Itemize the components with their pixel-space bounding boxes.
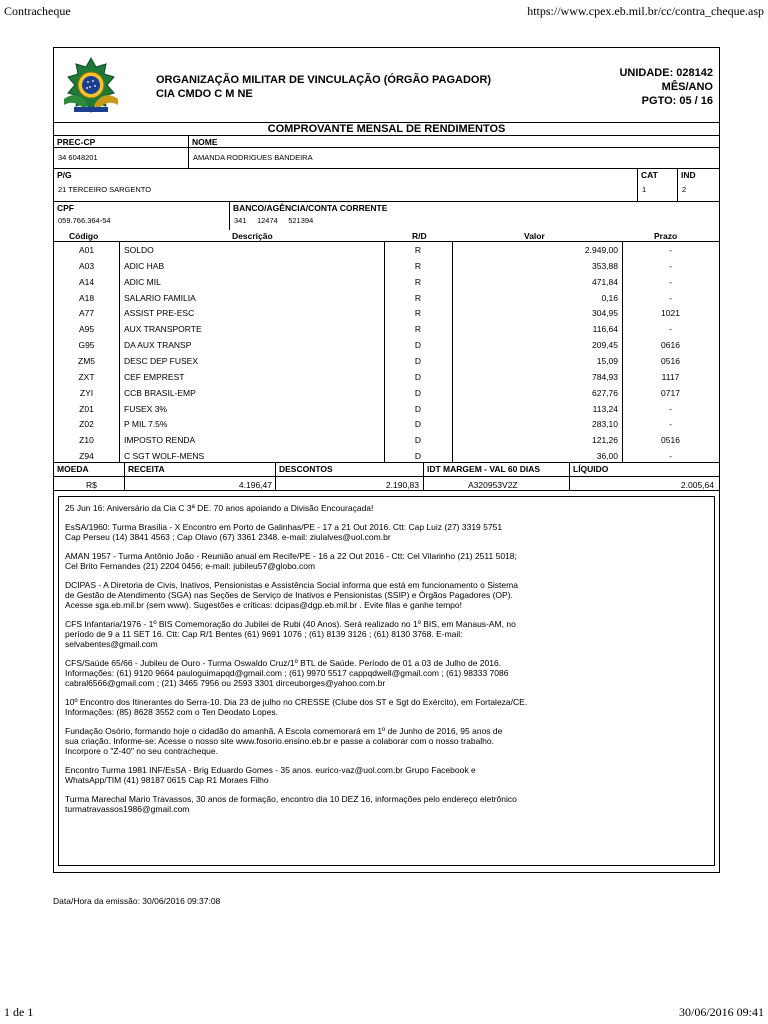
item-valor: 353,88 [592, 260, 618, 271]
item-row [54, 353, 719, 369]
item-valor: 784,93 [592, 371, 618, 382]
item-descricao: C SGT WOLF-MENS [124, 451, 205, 462]
item-prazo: 0516 [661, 435, 680, 446]
item-codigo: A77 [78, 308, 95, 319]
item-descricao: SALARIO FAMILIA [124, 292, 196, 303]
banco-value: 341 [234, 216, 247, 225]
nome-value: AMANDA RODRIGUES BANDEIRA [189, 147, 719, 162]
mes-ano-label: MÊS/ANO [661, 81, 713, 93]
col-valor-header: Valor [524, 231, 545, 241]
item-rd: D [414, 435, 422, 446]
totals-separator [569, 463, 570, 490]
col-rd-header: R/D [412, 231, 427, 241]
browser-url[interactable]: https://www.cpex.eb.mil.br/cc/contra_cheque.asp [527, 4, 764, 18]
item-rd: D [414, 371, 422, 382]
unidade: UNIDADE: 028142 [619, 67, 713, 79]
totals-row [54, 463, 719, 491]
moeda-value: R$ [86, 480, 97, 490]
cpf-cell [54, 202, 229, 230]
item-rd: R [414, 308, 422, 319]
item-prazo: - [669, 403, 672, 414]
browser-header [4, 4, 764, 20]
item-codigo: Z10 [79, 435, 94, 446]
page-count: 1 de 1 [4, 1005, 34, 1019]
row-cpf-banco [54, 202, 719, 230]
nome-label: NOME [192, 137, 218, 147]
message-item: 10º Encontro dos Itinerantes do Serra-10. Dia 23 de julho no CRESSE (Clube dos ST e Sgt do Exército), em Fortaleza/CE. Informações: (85) 8628 3552 com o Ten Deodato Lopes. [65, 697, 528, 717]
browser-page-title: Contracheque [4, 4, 71, 18]
totals-divider [54, 476, 719, 477]
message-item: AMAN 1957 - Turma Antônio João - Reunião anual em Recife/PE - 16 a 22 Out 2016 - Ctt: Cel Vilarinho (21) 2511 5018; Cel Brito Fernandes (21) 2204 0456; e-mail: jubileu57@globo.com [65, 551, 517, 571]
message-item: DCIPAS - A Diretoria de Civis, Inativos, Pensionistas e Assistência Social informa que está em funcionamento o Sistema de Gestão de Atendimento (SGA) nas Seções de Serviço de Inativos e Pensionistas (SSIP) e Órgãos Pagadores (OP). Acesse sga.eb.mil.br (sem www). Sugestões e críticas: dcipas@dgp.eb.mil.br . Evite filas e ganhe tempo! [65, 580, 518, 610]
item-valor: 15,09 [596, 355, 618, 366]
item-valor: 2.949,00 [584, 245, 618, 255]
item-rd: R [414, 324, 422, 335]
item-descricao: ADIC HAB [124, 260, 165, 271]
banco-cell [229, 202, 719, 230]
browser-footer [4, 1004, 764, 1020]
item-descricao: P MIL 7.5% [124, 419, 168, 430]
item-codigo: ZM5 [78, 355, 95, 366]
idt-margem-label: IDT MARGEM - VAL 60 DIAS [427, 464, 541, 474]
payslip-document [53, 47, 720, 873]
item-row [54, 369, 719, 385]
item-rd: R [414, 292, 422, 303]
item-row [54, 242, 719, 258]
items-header [54, 230, 719, 241]
item-prazo: - [669, 260, 672, 271]
row-prec-nome [54, 136, 719, 169]
item-row [54, 305, 719, 321]
items-table [54, 241, 719, 463]
item-descricao: ASSIST PRE-ESC [124, 308, 195, 319]
message-item: Turma Marechal Mario Travassos, 30 anos de formação, encontro dia 10 DEZ 16, informações pelo endereço eletrônico turmatravassos1986@gmail.com [65, 794, 517, 814]
moeda-label: MOEDA [57, 464, 89, 474]
descontos-value: 2.190,83 [385, 480, 419, 490]
coat-of-arms-icon [60, 55, 122, 115]
item-rd: D [414, 340, 422, 351]
item-rd: R [414, 245, 422, 255]
liquido-value: 2.005,64 [680, 480, 714, 490]
item-row [54, 258, 719, 274]
item-descricao: CEF EMPREST [124, 371, 185, 382]
item-valor: 121,26 [592, 435, 618, 446]
item-rd: R [414, 260, 422, 271]
ind-cell [677, 169, 719, 201]
prec-cp-cell [54, 136, 188, 168]
item-codigo: A95 [78, 324, 95, 335]
item-descricao: CCB BRASIL-EMP [124, 387, 196, 398]
unit-info [619, 66, 713, 108]
banco-label: BANCO/AGÊNCIA/CONTA CORRENTE [233, 203, 388, 213]
item-descricao: AUX TRANSPORTE [124, 324, 202, 335]
ind-value: 2 [682, 185, 687, 194]
org-line-2: CIA CMDO C M NE [156, 88, 253, 100]
document-title: COMPROVANTE MENSAL DE RENDIMENTOS [54, 123, 719, 136]
message-item: 25 Jun 16: Aniversário da Cia C 3ª DE. 70 anos apoiando a Divisão Encouraçada! [65, 503, 374, 513]
conta-value: 521394 [288, 216, 314, 225]
item-descricao: DA AUX TRANSP [124, 340, 192, 351]
payslip-header [54, 48, 719, 123]
item-prazo: - [669, 245, 672, 255]
org-line-1: ORGANIZAÇÃO MILITAR DE VINCULAÇÃO (ÓRGÃO PAGADOR) [156, 74, 492, 86]
item-valor: 209,45 [592, 340, 618, 351]
item-codigo: Z01 [79, 403, 94, 414]
item-descricao: FUSEX 3% [124, 403, 167, 414]
messages-box [58, 496, 715, 866]
item-rd: D [414, 419, 422, 430]
item-row [54, 337, 719, 353]
message-item: CFS/Saúde 65/66 - Jubileu de Ouro - Turma Oswaldo Cruz/1º BTL de Saúde. Período de 01 a 03 de Julho de 2016. Informações: (61) 9120 9664 pauloguimapqd@gmail.com ; (61) 9970 5517 cappqdwell@gmail.com ; (61) 98333 7086 cabral6566@gmail.com ; (21) 3465 7956 ou 2593 3301 dirceuborges@yahoo.com.br [65, 658, 509, 688]
item-prazo: - [669, 324, 672, 335]
item-descricao: ADIC MIL [124, 276, 161, 287]
agencia-value: 12474 [256, 216, 278, 225]
message-item: Fundação Osório, formando hoje o cidadão do amanhã. A Escola comemorará em 1º de Junho de 2016, 95 anos de sua criação. Informe-se: Acesse o nosso site www.fosorio.ensino.eb.br e passe a colaborar com o nosso trabalho. Incorpore o "Z-40" no seu contracheque. [65, 726, 503, 756]
item-prazo: 0717 [661, 387, 680, 398]
item-descricao: SOLDO [124, 245, 154, 255]
message-item: Encontro Turma 1981 INF/EsSA - Brig Eduardo Gomes - 35 anos. eurico-vaz@uol.com.br Grupo Facebook e WhatsApp/TIM (41) 98187 0615 Cap R1 Moraes Filho [65, 765, 476, 785]
item-row [54, 432, 719, 448]
item-prazo: 1021 [661, 308, 680, 319]
item-row [54, 290, 719, 306]
descontos-label: DESCONTOS [279, 464, 333, 474]
item-row [54, 385, 719, 401]
pg-label: P/G [57, 170, 72, 180]
row-pg-cat-ind [54, 169, 719, 202]
item-codigo: A14 [78, 276, 95, 287]
prec-cp-label: PREC-CP [57, 137, 96, 147]
cpf-value: 059.766.364-54 [58, 216, 111, 225]
item-codigo: A03 [78, 260, 95, 271]
message-item: EsSA/1960: Turma Brasília - X Encontro em Porto de Galinhas/PE - 17 a 21 Out 2016. Ctt: Cap Luiz (27) 3319 5751 Cap Perseu (14) 3841 4563 ; Cap Olavo (67) 3361 2348. e-mail: ziulalves@uol.com.br [65, 522, 503, 542]
item-codigo: Z94 [79, 451, 94, 462]
item-prazo: - [669, 451, 672, 462]
item-row [54, 448, 719, 464]
cat-cell [637, 169, 677, 201]
totals-separator [423, 463, 424, 490]
liquido-label: LÍQUIDO [573, 464, 609, 474]
item-row [54, 416, 719, 432]
item-valor: 283,10 [592, 419, 618, 430]
item-valor: 0,16 [601, 292, 618, 303]
receita-value: 4.196,47 [238, 480, 272, 490]
item-valor: 627,76 [592, 387, 618, 398]
print-datetime: 30/06/2016 09:41 [678, 1005, 764, 1019]
emission-datetime: Data/Hora da emissão: 30/06/2016 09:37:08 [53, 896, 221, 906]
item-rd: D [414, 355, 422, 366]
item-rd: D [414, 403, 422, 414]
item-prazo: - [669, 292, 672, 303]
cat-label: CAT [641, 170, 658, 180]
item-codigo: Z02 [79, 419, 94, 430]
item-rd: D [414, 387, 422, 398]
item-codigo: A01 [78, 245, 95, 255]
item-prazo: - [669, 419, 672, 430]
item-valor: 113,24 [592, 403, 618, 414]
cat-value: 1 [642, 185, 647, 194]
pg-cell [54, 169, 637, 201]
item-rd: R [414, 276, 422, 287]
ind-label: IND [681, 170, 696, 180]
item-prazo: - [669, 276, 672, 287]
item-codigo: A18 [78, 292, 95, 303]
idt-margem-value: A320953V2Z [468, 480, 518, 490]
prec-cp-value: 34 6048201 [54, 147, 188, 162]
item-codigo: G95 [78, 340, 95, 351]
item-row [54, 401, 719, 417]
item-prazo: 0516 [661, 355, 680, 366]
item-codigo: ZXT [78, 371, 95, 382]
pg-value: 21 TERCEIRO SARGENTO [58, 185, 152, 194]
pgto: PGTO: 05 / 16 [641, 95, 713, 107]
nome-cell [188, 136, 719, 168]
org-name [156, 73, 491, 101]
item-valor: 116,64 [592, 324, 618, 335]
banco-values [230, 213, 719, 225]
item-row [54, 274, 719, 290]
item-prazo: 1117 [661, 371, 680, 382]
receita-label: RECEITA [128, 464, 165, 474]
item-valor: 471,84 [592, 276, 618, 287]
col-prazo-header: Prazo [654, 231, 678, 241]
item-descricao: IMPOSTO RENDA [124, 435, 196, 446]
col-codigo-header: Código [69, 231, 99, 241]
item-valor: 304,95 [592, 308, 618, 319]
cpf-label: CPF [57, 203, 74, 213]
item-valor: 36,00 [596, 451, 618, 462]
item-prazo: 0616 [661, 340, 680, 351]
item-descricao: DESC DEP FUSEX [124, 355, 199, 366]
item-codigo: ZYI [79, 387, 94, 398]
item-row [54, 321, 719, 337]
message-item: CFS Infantaria/1976 - 1º BIS Comemoração do Jubilei de Rubi (40 Anos). Será realizado no 1º BIS, em Manaus-AM, no período de 9 a 11 SET 16. Ctt: Cap R/1 Bentes (61) 9691 1076 ; (61) 8139 3126 ; (61) 8130 3768. E-mail: selvabentes@gmail.com [65, 619, 516, 649]
col-descricao-header: Descrição [232, 231, 273, 241]
item-rd: D [414, 451, 422, 462]
